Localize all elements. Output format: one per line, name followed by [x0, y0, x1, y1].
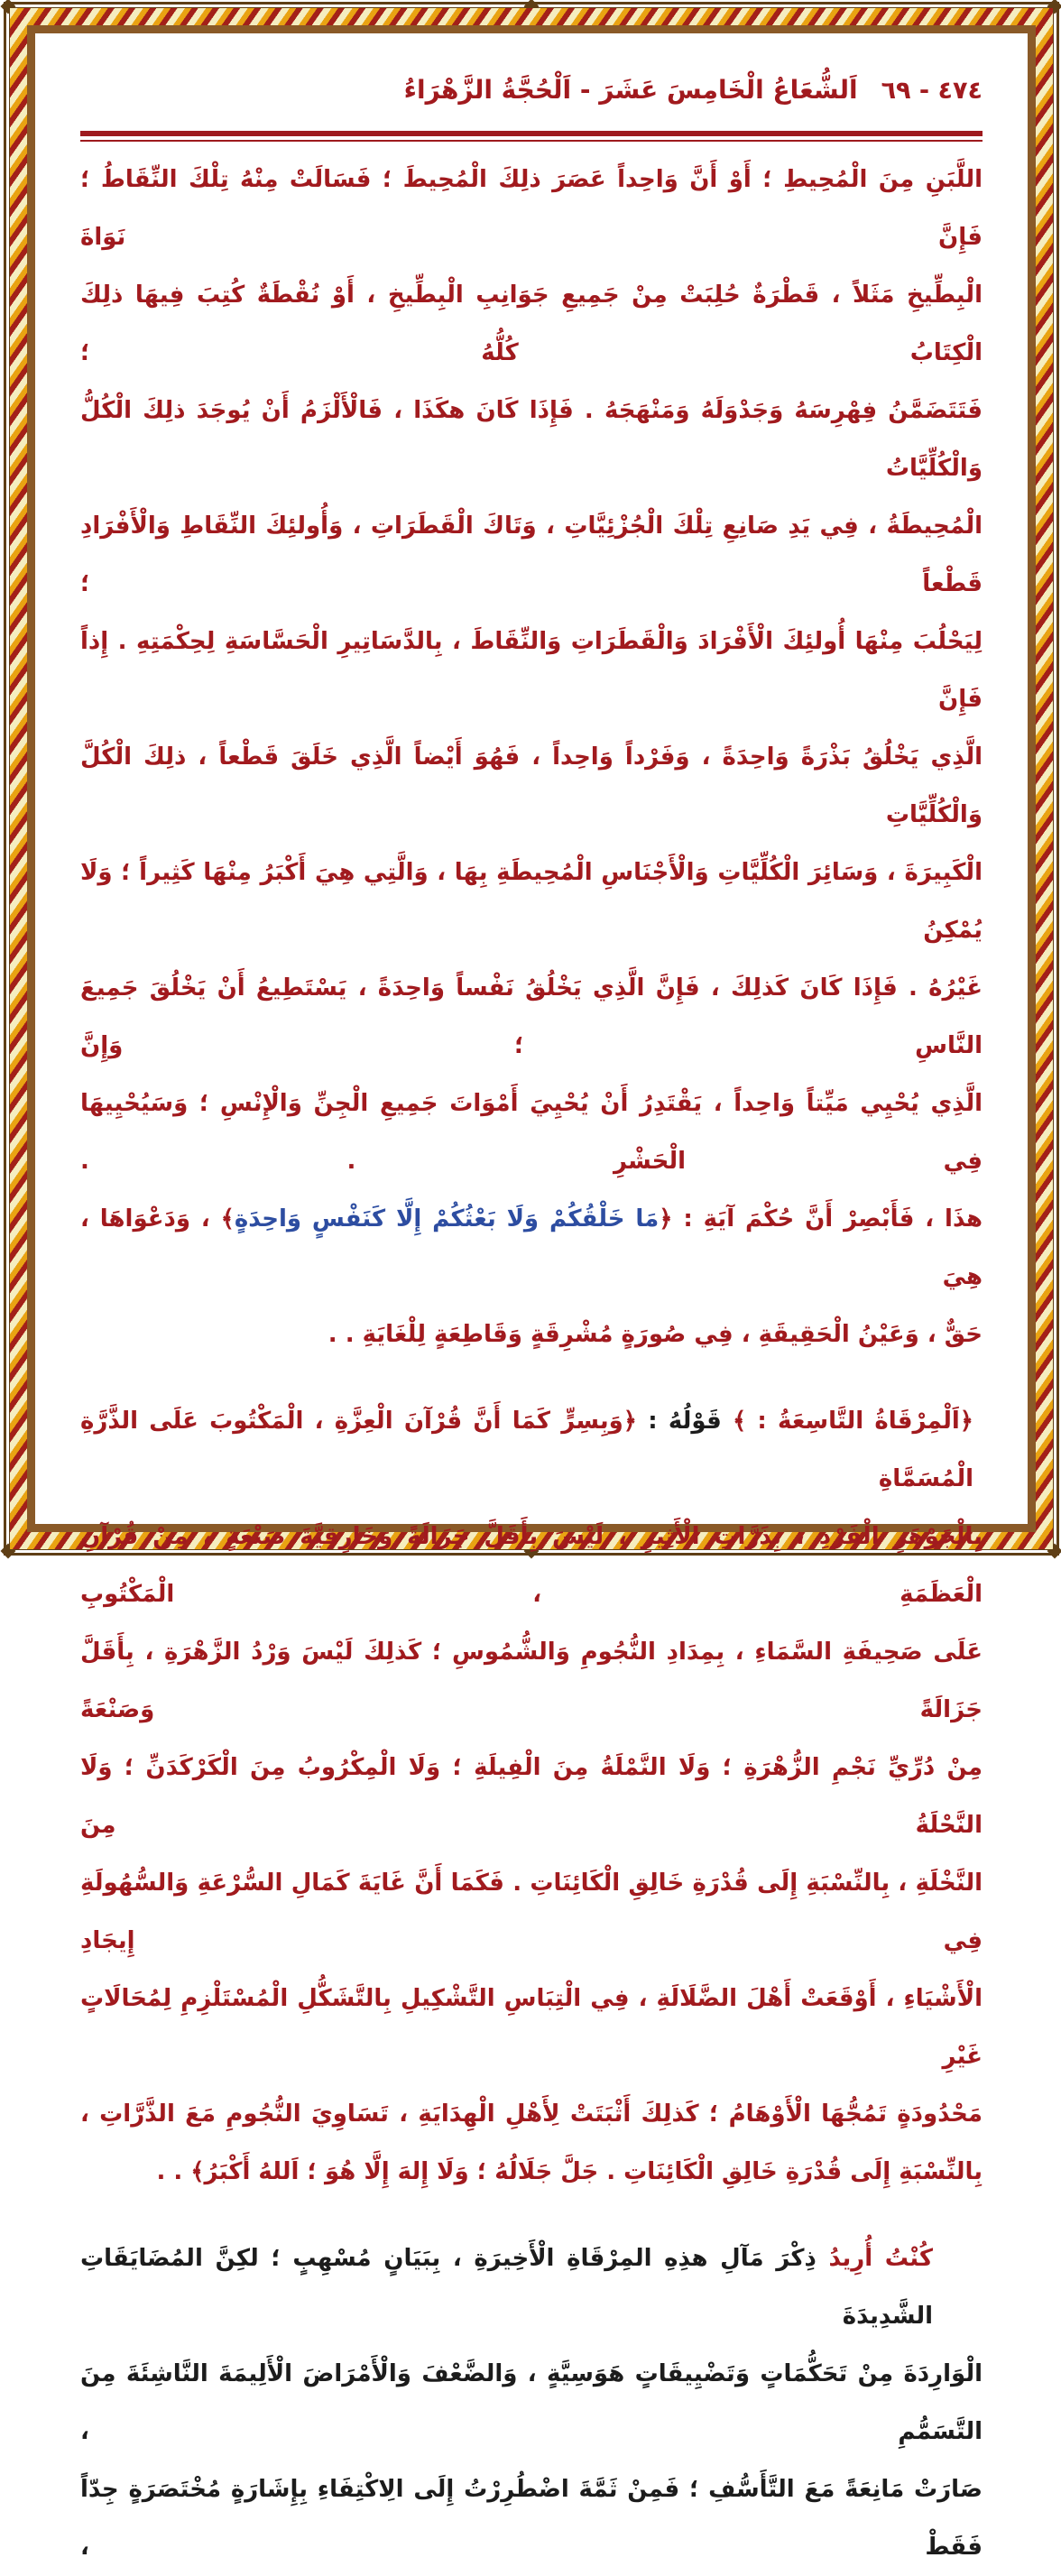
text-line: [71, 1075, 983, 1190]
chapter-title: اَلشُّعَاعُ الْخَامِسَ عَشَرَ - اَلْحُجَّةُ الزَّهْرَاءُ: [403, 75, 858, 105]
decorative-border-chain-pattern: [10, 8, 1053, 2561]
text-segment: الَّذِي يُحْيِي مَيِّتاً وَاحِداً ، يَقْتَدِرُ أَنْ يُحْيِيَ أَمْوَاتَ جَمِيعِ الْجِنِّ وَالْإِنْسِ ؛ وَسَيُحْيِيهَا فِي الْحَشْرِ . .: [71, 1090, 983, 1175]
text-segment: بِالنِّسْبَةِ إِلَى قُدْرَةِ خَالِقِ الْكَائِنَاتِ . جَلَّ جَلَالُهُ ؛ وَلَا إِلهَ إِلَّا هُوَ ؛ اَللهُ أَكْبَرُ﴾ . .: [156, 2158, 983, 2185]
page-header: [80, 33, 983, 120]
text-segment: الْأَشْيَاءِ ، أَوْقَعَتْ أَهْلَ الضَّلَالَةِ ، فِي الْتِبَاسِ التَّشْكِيلِ بِالتَّشَكُّلِ الْمُسْتَلْزِمِ لِمُحَالَاتٍ غَيْرِ: [71, 1985, 983, 2070]
text-line: [71, 1190, 983, 1306]
text-line: [71, 728, 983, 844]
text-segment: صَارَتْ مَانِعَةً مَعَ التَّأَسُّفِ ؛ فَمِنْ ثَمَّةَ اضْطُرِرْتُ إِلَى الِاكْتِفَاءِ بِإِشَارَةٍ مُخْتَصَرَةٍ جِدّاً فَقَطْ ،: [71, 2476, 983, 2561]
text-line: [71, 613, 983, 728]
decorative-border-outer: [4, 2, 1059, 2561]
paragraph: [71, 2230, 983, 2576]
text-line: [71, 2461, 983, 2576]
text-segment: حَقٌّ ، وَعَيْنُ الْحَقِيقَةِ ، فِي صُورَةٍ مُشْرِقَةٍ وَقَاطِعَةٍ لِلْغَايَةِ . .: [328, 1321, 983, 1348]
text-line: [71, 266, 983, 382]
text-segment: ﴿اَلْمِرْقَاةُ التَّاسِعَةُ : ﴾: [721, 1408, 973, 1435]
text-segment: هذَا ، فَأَبْصِرْ أَنَّ حُكْمَ آيَةِ : ﴿: [659, 1205, 983, 1233]
text-segment: الْوَارِدَةَ مِنْ تَحَكُّمَاتٍ وَتَضْيِيقَاتٍ هَوَسِيَّةٍ ، وَالضَّعْفَ وَالْأَمْرَاضَ الْأَلِيمَةَ النَّاشِئَةَ مِنَ التَّسَمُّمِ ،: [71, 2360, 983, 2445]
text-segment: قَوْلُهُ :: [637, 1408, 722, 1435]
text-line: [71, 1854, 983, 1970]
paragraph: [71, 151, 983, 1363]
text-line: [71, 959, 983, 1075]
text-segment: اللَّبَنِ مِنَ الْمُحِيطِ ؛ أَوْ أَنَّ وَاحِداً عَصَرَ ذلِكَ الْمُحِيطَ ؛ فَسَالَتْ مِنْهُ تِلْكَ النِّقَاطُ ؛ فَإِنَّ نَوَاةَ: [71, 166, 983, 251]
text-line: [71, 1392, 983, 1508]
text-line: [71, 2345, 983, 2461]
text-line: [71, 1739, 983, 1854]
paragraph: [71, 1392, 983, 2201]
double-rule: [80, 131, 983, 142]
text-segment: ذِكْرَ مَآلِ هذِهِ المِرْقَاةِ الْأَخِيرَةِ ، بِبَيَانٍ مُسْهِبٍ ؛ لكِنَّ المُضَايَقَاتِ الشَّدِيدَةَ: [71, 2245, 933, 2330]
text-line: [80, 2085, 983, 2143]
page-content: [35, 33, 1028, 2561]
text-line: [71, 382, 983, 497]
text-segment: عَلَى صَحِيفَةِ السَّمَاءِ ، بِمِدَادِ النُّجُومِ وَالشُّمُوسِ ؛ كَذلِكَ لَيْسَ وَرْدُ الزَّهْرَةِ ، بِأَقَلَّ جَزَالَةً وَصَنْعَةً: [71, 1639, 983, 1723]
text-segment: بِالْجَوْهَرِ الْفَرْدِ ، بِذَرَّاتِ الْأَثِيرِ ، لَيْسَ بِأَقَلَّ جَزَالَةً وَخَارِقِيَّةَ صَنْعَةٍ ، مِنْ قُرْآنِ الْعَظَمَةِ ، الْمَكْتُوبِ: [71, 1523, 983, 1608]
text-segment: الَّذِي يَخْلُقُ بَذْرَةً وَاحِدَةً ، وَفَرْداً وَاحِداً ، فَهُوَ أَيْضاً الَّذِي خَلَقَ قَطْعاً ، ذلِكَ الْكُلَّ وَالْكُلِّيَّاتِ: [71, 743, 983, 828]
text-segment: الْمُحِيطَةُ ، فِي يَدِ صَانِعِ تِلْكَ الْجُزْئِيَّاتِ ، وَتَاكَ الْقَطَرَاتِ ، وَأُولئِكَ النِّقَاطِ وَالْأَفْرَادِ قَطْعاً ؛: [71, 512, 983, 597]
decorative-border-inner: [27, 25, 1036, 2561]
text-line: [71, 497, 983, 613]
text-line: [71, 1623, 983, 1739]
text-segment: الْبِطِّيخِ مَثَلاً ، قَطْرَةٌ حُلِبَتْ مِنْ جَمِيعِ جَوَانِبِ الْبِطِّيخِ ، أَوْ نُقْطَةٌ كُتِبَ فِيهَا ذلِكَ الْكِتَابُ كُلُّهُ ؛: [71, 282, 983, 366]
text-segment: الْكَبِيرَةَ ، وَسَائِرَ الْكُلِّيَّاتِ وَالْأَجْنَاسِ الْمُحِيطَةِ بِهَا ، وَالَّتِي هِيَ أَكْبَرُ مِنْهَا كَثِيراً ؛ وَلَا يُمْكِنُ: [71, 859, 983, 944]
text-line: [71, 1508, 983, 1623]
text-line: [71, 2230, 983, 2345]
text-segment: لِيَحْلُبَ مِنْهَا أُولئِكَ الْأَفْرَادَ وَالْقَطَرَاتِ وَالنِّقَاطَ ، بِالدَّسَاتِيرِ الْحَسَّاسَةِ لِحِكْمَتِهِ . إِذاً فَإِنَّ: [71, 628, 983, 713]
book-page: [2, 0, 1061, 2561]
text-segment: كُنْتُ أُرِيدُ: [816, 2245, 933, 2272]
text-line: [71, 151, 983, 266]
text-segment: مَا خَلْقُكُمْ وَلَا بَعْثُكُمْ إِلَّا كَنَفْسٍ وَاحِدَةٍ: [234, 1205, 660, 1233]
text-segment: ﴿وَبِسِرٍّ كَمَا أَنَّ قُرْآنَ الْعِزَّةِ ، الْمَكْتُوبَ عَلَى الذَّرَّةِ الْمُسَمَّاةِ: [71, 1408, 973, 1492]
text-line: [71, 1970, 983, 2085]
page-number: ٤٧٤ - ٦٩: [881, 77, 983, 105]
decorative-border-line: [9, 7, 1054, 2561]
text-segment: ﴾ ، وَدَعْوَاهَا ، هِيَ: [71, 1205, 983, 1290]
text-segment: غَيْرُهُ . فَإِذَا كَانَ كَذلِكَ ، فَإِنَّ الَّذِي يَخْلُقُ نَفْساً وَاحِدَةً ، يَسْتَطِيعُ أَنْ يَخْلُقَ جَمِيعَ النَّاسِ ؛ وَإِنَّ: [71, 974, 983, 1059]
text-segment: مَحْدُودَةٍ تَمُجُّهَا الْأَوْهَامُ ؛ كَذلِكَ أَثْبَتَتْ لِأَهْلِ الْهِدَايَةِ ، تَسَاوِيَ النُّجُومِ مَعَ الذَّرَّاتِ ،: [80, 2101, 983, 2128]
text-segment: فَتَتَضَمَّنُ فِهْرِسَهُ وَجَدْوَلَهُ وَمَنْهَجَهُ . فَإِذَا كَانَ هكَذَا ، فَالْأَلْزَمُ أَنْ يُوجَدَ ذلِكَ الْكُلُّ وَالْكُلِّيَّاتُ: [71, 397, 983, 482]
text-segment: مِنْ دُرِّيِّ نَجْمِ الزُّهْرَةِ ؛ وَلَا النَّمْلَةُ مِنَ الْفِيلَةِ ؛ وَلَا الْمِكْرُوبُ مِنَ الْكَرْكَدَنِّ ؛ وَلَا النَّحْلَةُ مِنَ: [71, 1754, 983, 1839]
text-line: [80, 1306, 983, 1363]
text-line: [71, 844, 983, 959]
text-line: [80, 2143, 983, 2201]
text-segment: النَّخْلَةِ ، بِالنِّسْبَةِ إِلَى قُدْرَةِ خَالِقِ الْكَائِنَاتِ . فَكَمَا أَنَّ غَايَةَ كَمَالِ السُّرْعَةِ وَالسُّهُولَةِ فِي إِيجَادِ: [71, 1870, 983, 1954]
body-text: [71, 151, 983, 2576]
